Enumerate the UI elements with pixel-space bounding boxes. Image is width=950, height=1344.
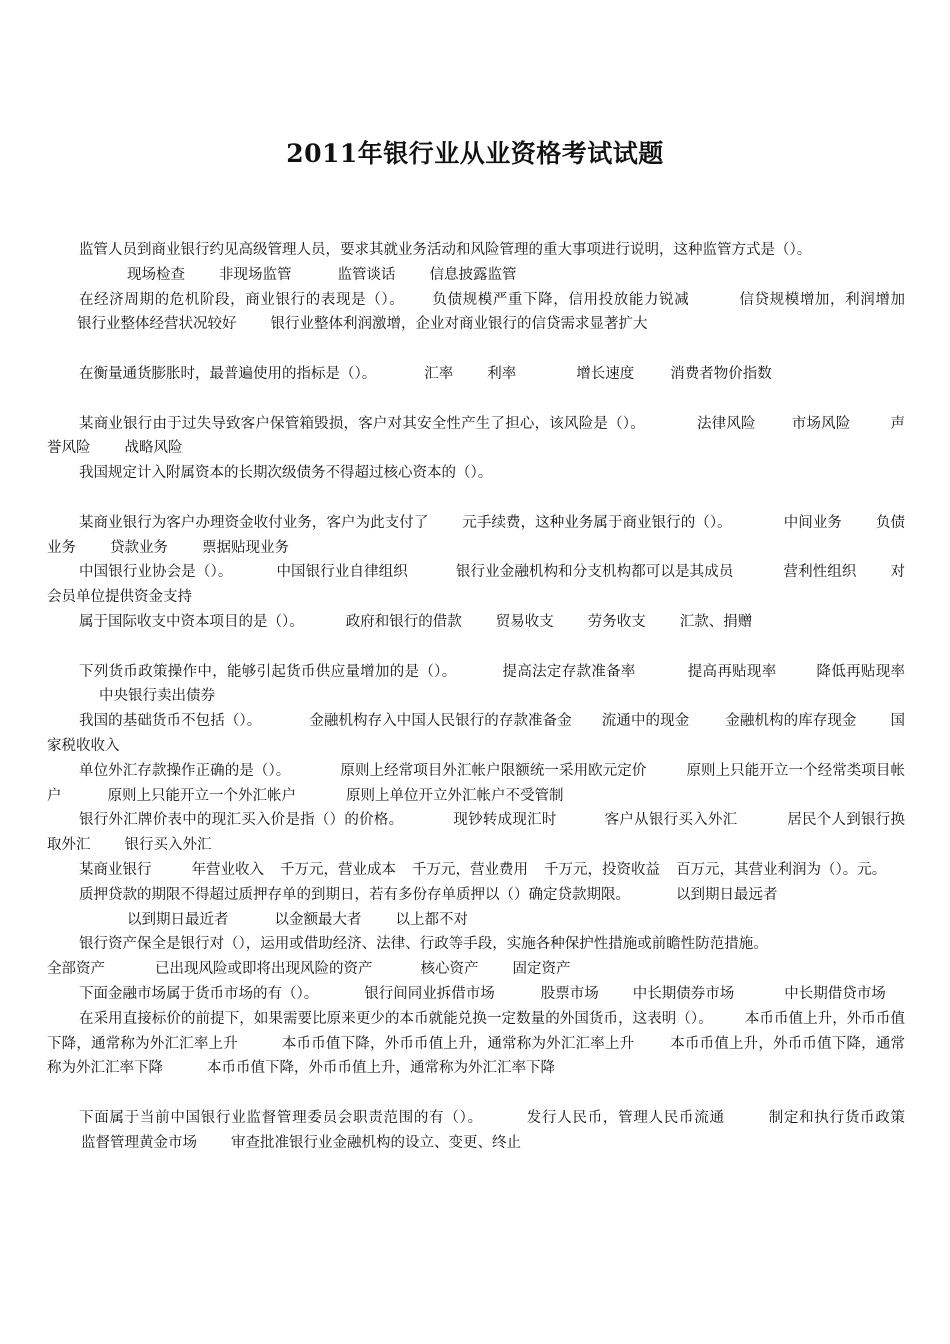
question-text-cont: 年营业收入: [191, 861, 264, 878]
question-5: [47, 461, 905, 486]
option: 利率: [487, 365, 517, 382]
document-title: 2011年银行业从业资格考试试题: [286, 139, 664, 168]
option: 市场风险: [791, 415, 851, 432]
option: 负债规模严重下降，信用投放能力锐减: [432, 291, 690, 308]
document-body: [47, 238, 905, 1155]
question-text-cont: 千万元，营业费用: [412, 861, 528, 878]
option: 现场检查: [127, 266, 185, 283]
option: 增长速度: [576, 365, 635, 382]
option: 全部资产: [47, 961, 105, 978]
option: 银行间同业拆借市场: [364, 985, 495, 1002]
option: 贷款业务: [110, 539, 168, 556]
question-14: [47, 883, 905, 933]
option: 以到期日最近者: [127, 911, 229, 928]
option: 票据贴现业务: [202, 539, 289, 556]
option: 流通中的现金: [601, 713, 690, 730]
question-text: 某商业银行: [79, 861, 152, 878]
option: 制定和执行货币政策: [768, 1109, 906, 1126]
question-10: [47, 709, 905, 759]
option: 银行业整体利润激增，企业对商业银行的信贷需求显著扩大: [270, 316, 648, 333]
option: 提高再贴现率: [687, 663, 777, 680]
question-8: [47, 610, 905, 635]
question-text: 某商业银行为客户办理资金收付业务，客户为此支付了: [79, 514, 429, 531]
option: 国家税收收入: [47, 713, 906, 754]
option: 降低再贴现率: [816, 663, 906, 680]
option: 战略风险: [124, 440, 183, 457]
option: 提高法定存款准备率: [502, 663, 636, 680]
question-6: [47, 511, 905, 561]
question-17: [47, 1007, 905, 1081]
question-text: 下列货币政策操作中，能够引起货币供应量增加的是（）。: [79, 663, 457, 680]
question-18: [47, 1106, 905, 1156]
option: 审查批准银行业金融机构的设立、变更、终止: [231, 1134, 521, 1151]
option: 监督管理黄金市场: [81, 1134, 197, 1151]
option: 中间业务: [783, 514, 842, 531]
option: 营利性组织: [783, 564, 857, 581]
question-4: [47, 412, 905, 462]
option: 中长期债券市场: [632, 985, 735, 1002]
option: 中国银行业自律组织: [276, 564, 408, 581]
option: 居民个人到银行换取外汇: [47, 812, 906, 854]
question-7: [47, 560, 905, 610]
option: 贸易收支: [495, 613, 554, 630]
option: 以到期日最远者: [676, 886, 778, 903]
question-text-cont: 百万元，其营业利润为（）。元。: [676, 861, 887, 878]
question-text: 单位外汇存款操作正确的是（）。: [79, 762, 291, 779]
options-row: [47, 908, 905, 933]
option: 劳务收支: [587, 613, 646, 630]
question-15: [47, 932, 905, 982]
option: 客户从银行买入外汇: [604, 812, 738, 829]
question-text-cont: 千万元，投资收益: [544, 861, 660, 878]
question-text: 在采用直接标价的前提下，如果需要比原来更少的本币就能兑换一定数量的外国货币，这表明（）。: [79, 1010, 713, 1027]
option: 本币币值上升，外币币值下降，通常称为外汇汇率下降: [47, 1035, 906, 1077]
option: 对会员单位提供资金支持: [47, 564, 906, 606]
option: 金融机构存入中国人民银行的存款准备金: [309, 713, 572, 730]
option: 法律风险: [696, 415, 756, 432]
question-text: 银行资产保全是银行对（），运用或借助经济、法律、行政等手段，实施各种保护性措施或前瞻性防范措施。: [79, 936, 768, 953]
question-text: 银行外汇牌价表中的现汇买入价是指（）的价格。: [79, 812, 404, 829]
options-row: [15, 957, 905, 982]
option: 原则上单位开立外汇帐户不受管制: [346, 787, 564, 804]
question-text: 某商业银行由于过失导致客户保管箱毁损，客户对其安全性产生了担心，该风险是（）。: [79, 415, 645, 432]
option: 本币币值下降，外币币值上升，通常称为外汇汇率上升: [281, 1035, 635, 1052]
question-text: 我国规定计入附属资本的长期次级债务不得超过核心资本的（）。: [79, 465, 493, 482]
question-11: [47, 759, 905, 809]
question-13: [47, 858, 905, 883]
option: 银行买入外汇: [124, 837, 212, 854]
question-text: 在衡量通货膨胀时，最普遍使用的指标是（）。: [79, 365, 377, 382]
question-12: [47, 808, 905, 858]
option: 股票市场: [540, 985, 599, 1002]
option: 汇率: [424, 365, 454, 382]
option: 声誉风险: [47, 415, 906, 457]
option: 已出现风险或即将出现风险的资产: [155, 961, 373, 978]
option: 银行业整体经营状况较好: [77, 316, 237, 333]
option: 固定资产: [512, 961, 571, 978]
option: 原则上只能开立一个经常类项目帐户: [47, 762, 906, 804]
option: 以上都不对: [395, 911, 468, 928]
option: 本币币值下降，外币币值上升，通常称为外汇汇率下降: [207, 1060, 555, 1077]
question-1: [47, 238, 905, 288]
option: 信息披露监管: [429, 266, 517, 283]
option: 消费者物价指数: [670, 365, 772, 382]
option: 汇款、捐赠: [679, 613, 753, 630]
question-text-cont: 千万元，营业成本: [280, 861, 396, 878]
question-text: 下面金融市场属于货币市场的有（）。: [79, 985, 319, 1002]
question-text: 在经济周期的危机阶段，商业银行的表现是（）。: [79, 291, 405, 308]
option: 监管谈话: [337, 266, 396, 283]
option: 核心资产: [420, 961, 479, 978]
option: 原则上经常项目外汇帐户限额统一采用欧元定价: [340, 762, 647, 779]
option: 非现场监管: [219, 266, 292, 283]
options-row: [47, 263, 905, 288]
option: 银行业金融机构和分支机构都可以是其成员: [455, 564, 734, 581]
option: 负债业务: [47, 514, 906, 556]
question-text-cont: 元手续费，这种业务属于商业银行的（）。: [462, 514, 732, 531]
question-text: 质押贷款的期限不得超过质押存单的到期日，若有多份存单质押以（）确定贷款期限。: [79, 886, 630, 903]
question-3: [47, 362, 905, 387]
question-2: [47, 288, 905, 338]
question-text: 下面属于当前中国银行业监督管理委员会职责范围的有（）。: [79, 1109, 483, 1126]
option: 以金额最大者: [274, 911, 362, 928]
option: 信贷规模增加，利润增加: [739, 291, 906, 308]
option: 本币币值上升，外币币值下降，通常称为外汇汇率上升: [47, 1010, 906, 1052]
option: 原则上只能开立一个外汇帐户: [107, 787, 296, 804]
question-text: 监管人员到商业银行约见高级管理人员，要求其就业务活动和风险管理的重大事项进行说明，这种监管方式是（）。: [79, 242, 812, 258]
option: 金融机构的库存现金: [725, 713, 857, 730]
option: 中央银行卖出债券: [99, 688, 215, 705]
option: 政府和银行的借款: [345, 613, 462, 630]
option: 中长期借贷市场: [784, 985, 886, 1002]
question-text: 中国银行业协会是（）。: [79, 564, 233, 581]
question-9: [47, 660, 905, 710]
option: 现钞转成现汇时: [453, 812, 557, 829]
question-16: [47, 982, 905, 1007]
question-text: 我国的基础货币不包括（）。: [79, 713, 262, 730]
question-text: 属于国际收支中资本项目的是（）。: [79, 613, 304, 630]
option: 发行人民币，管理人民币流通: [526, 1109, 725, 1126]
